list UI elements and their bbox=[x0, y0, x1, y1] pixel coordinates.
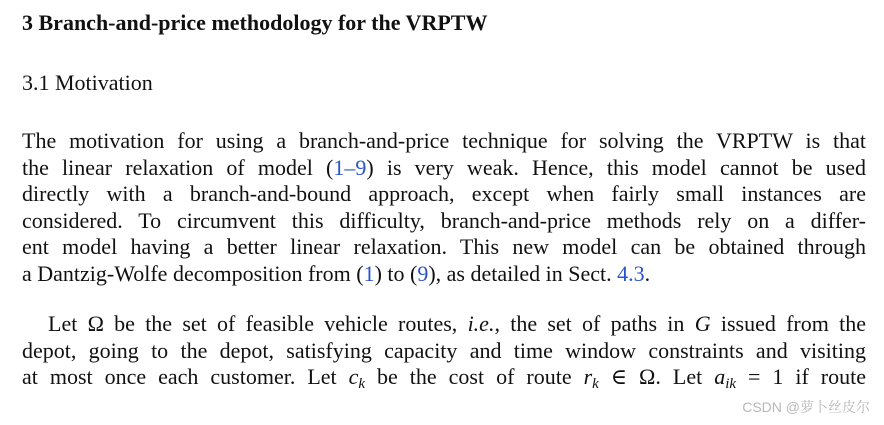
paragraph-line bbox=[22, 364, 866, 391]
paragraph-line: ent model having a better linear relaxation. This new model can be obtained through bbox=[22, 234, 866, 259]
subsection-heading bbox=[22, 68, 153, 98]
text-run: ), as detailed in Sect. bbox=[428, 260, 618, 286]
text-run: be the cost of route bbox=[365, 364, 584, 389]
paragraph-routes bbox=[22, 311, 866, 391]
csdn-watermark: CSDN @萝卜丝皮尔 bbox=[742, 399, 870, 415]
paragraph-line: depot, going to the depot, satisfying capacity and time window constraints and visiting bbox=[22, 337, 866, 363]
text-run: ) to ( bbox=[374, 260, 418, 286]
math-subscript: k bbox=[592, 376, 599, 392]
paragraph-line: The motivation for using a branch-and-price technique for solving the VRPTW is that bbox=[22, 128, 866, 153]
text-run: Let Ω be the set of feasible vehicle routes, bbox=[48, 311, 468, 336]
text-run: i.e. bbox=[467, 311, 495, 336]
text-run: at most once each customer. Let bbox=[22, 364, 349, 389]
equation-ref-link[interactable]: 1 bbox=[363, 260, 375, 286]
text-run: issued from the bbox=[710, 311, 866, 336]
math-symbol: a bbox=[714, 364, 726, 389]
paragraph-line bbox=[22, 261, 866, 288]
paragraph-line: directly with a branch-and-bound approach, except when fairly small instances are bbox=[22, 181, 866, 206]
math-symbol: c bbox=[348, 364, 359, 389]
paragraph-motivation bbox=[22, 128, 866, 287]
section-ref-link[interactable]: 4.3 bbox=[617, 260, 645, 286]
text-run: a Dantzig-Wolfe decomposition from ( bbox=[22, 260, 364, 286]
paragraph-line: considered. To circumvent this difficulty, branch-and-price methods rely on a differ- bbox=[22, 207, 866, 233]
text-run: . bbox=[644, 260, 651, 286]
text-run: ∈ Ω. Let bbox=[598, 364, 715, 389]
equation-ref-link[interactable]: 9 bbox=[417, 260, 429, 286]
text-run: the linear relaxation of model ( bbox=[22, 154, 334, 180]
math-subscript: ik bbox=[725, 376, 737, 392]
section-number: 3 bbox=[22, 10, 33, 35]
subsection-title-text: Motivation bbox=[55, 70, 153, 95]
text-run: ) is very weak. Hence, this model cannot be used bbox=[366, 154, 866, 180]
math-symbol: r bbox=[583, 364, 593, 389]
equation-ref-link[interactable]: 1–9 bbox=[333, 154, 367, 180]
subsection-number: 3.1 bbox=[22, 70, 50, 95]
section-title-text: Branch-and-price methodology for the VRPTW bbox=[38, 10, 488, 35]
math-symbol: G bbox=[694, 311, 711, 336]
text-run: , the set of paths in bbox=[494, 311, 695, 336]
paragraph-line bbox=[22, 311, 866, 338]
math-subscript: k bbox=[358, 376, 366, 392]
paragraph-line bbox=[22, 155, 866, 182]
text-run: = 1 if route bbox=[736, 364, 867, 389]
section-heading bbox=[22, 8, 487, 38]
